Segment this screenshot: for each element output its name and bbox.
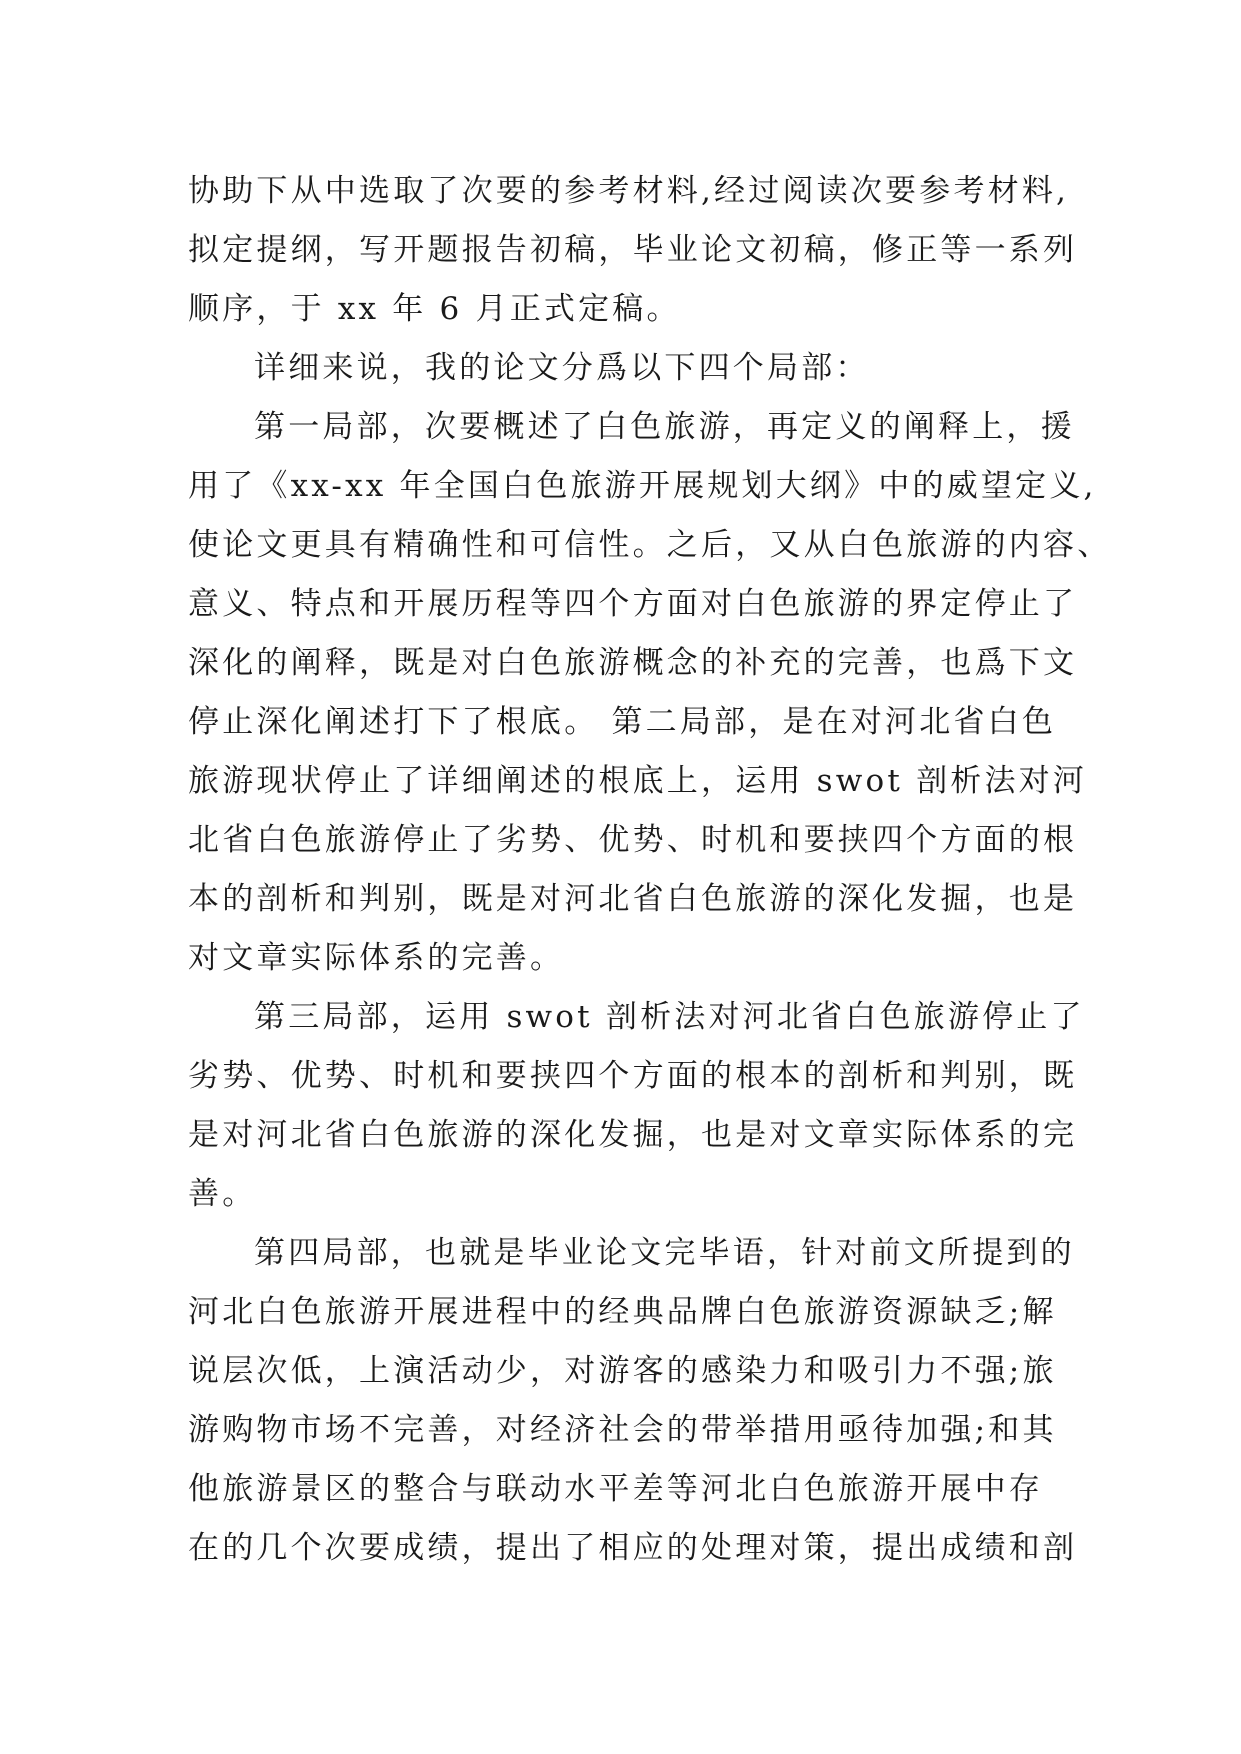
text-line: 旅游现状停止了详细阐述的根底上，运用 swot 剖析法对河	[188, 763, 1088, 799]
text-line: 深化的阐释，既是对白色旅游概念的补充的完善，也爲下文	[188, 645, 1078, 681]
text-line: 第一局部，次要概述了白色旅游，再定义的阐释上，援	[254, 409, 1075, 445]
text-line: 在的几个次要成绩，提出了相应的处理对策，提出成绩和剖	[188, 1530, 1078, 1566]
text-line: 河北白色旅游开展进程中的经典品牌白色旅游资源缺乏;解	[188, 1294, 1057, 1330]
text-line: 停止深化阐述打下了根底。 第二局部，是在对河北省白色	[188, 704, 1057, 740]
text-line: 第三局部，运用 swot 剖析法对河北省白色旅游停止了	[254, 999, 1085, 1035]
text-line: 协助下从中选取了次要的参考材料,经过阅读次要参考材料,	[188, 173, 1070, 209]
text-line: 对文章实际体系的完善。	[188, 940, 565, 976]
text-line: 他旅游景区的整合与联动水平差等河北白色旅游开展中存	[188, 1471, 1043, 1507]
text-line: 本的剖析和判别，既是对河北省白色旅游的深化发掘，也是	[188, 881, 1078, 917]
text-line: 第四局部，也就是毕业论文完毕语，针对前文所提到的	[254, 1235, 1075, 1271]
text-line: 是对河北省白色旅游的深化发掘，也是对文章实际体系的完	[188, 1117, 1078, 1153]
body-text	[188, 162, 1112, 1578]
text-line: 说层次低，上演活动少，对游客的感染力和吸引力不强;旅	[188, 1353, 1057, 1389]
text-line: 用了《xx-xx 年全国白色旅游开展规划大纲》中的威望定义,	[188, 468, 1097, 504]
text-line: 详细来说，我的论文分爲以下四个局部：	[254, 350, 870, 386]
text-line: 意义、特点和开展历程等四个方面对白色旅游的界定停止了	[188, 586, 1078, 622]
text-line: 拟定提纲，写开题报告初稿，毕业论文初稿，修正等一系列	[188, 232, 1078, 268]
text-line: 顺序，于 xx 年 6 月正式定稿。	[188, 291, 681, 327]
text-line: 北省白色旅游停止了劣势、优势、时机和要挟四个方面的根	[188, 822, 1078, 858]
text-line: 游购物市场不完善，对经济社会的带举措用亟待加强;和其	[188, 1412, 1057, 1448]
text-line: 劣势、优势、时机和要挟四个方面的根本的剖析和判别，既	[188, 1058, 1078, 1094]
text-line: 使论文更具有精确性和可信性。之后，又从白色旅游的内容、	[188, 527, 1112, 563]
text-line: 善。	[188, 1176, 257, 1212]
